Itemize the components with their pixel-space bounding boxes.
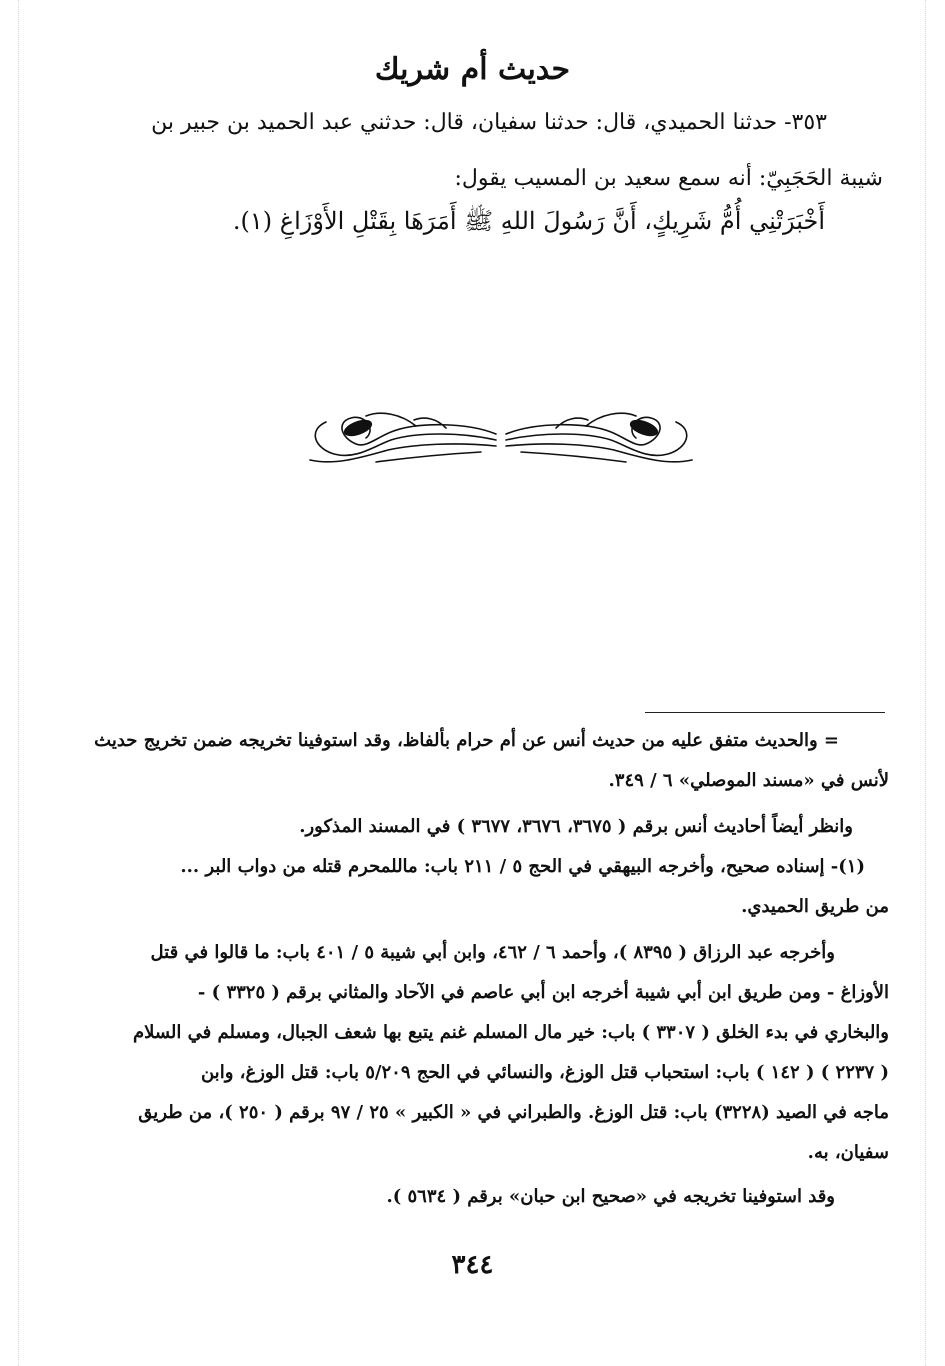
page-number: ٣٤٤ xyxy=(451,1250,494,1280)
footnote-line: من طريق الحميدي. xyxy=(741,896,889,917)
footnote-line: سفيان، به. xyxy=(807,1142,889,1163)
hadith-isnad-line-2: شيبة الحَجَبِيّ: أنه سمع سعيد بن المسيب يقول: xyxy=(454,166,883,191)
footnote-divider xyxy=(645,712,885,713)
hadith-isnad-line-1: ٣٥٣- حدثنا الحميدي، قال: حدثنا سفيان، قال: حدثني عبد الحميد بن جبير بن xyxy=(151,110,827,135)
footnote-line: وقد استوفينا تخريجه في «صحيح ابن حبان» برقم ( ٥٦٣٤ ). xyxy=(386,1186,835,1207)
footnote-line: وأخرجه عبد الرزاق ( ٨٣٩٥ )، وأحمد ٦ / ٤٦٢، وابن أبي شيبة ٥ / ٤٠١ باب: ما قالوا في قتل xyxy=(150,942,835,963)
footnote-line: = والحديث متفق عليه من حديث أنس عن أم حرام بألفاظ، وقد استوفينا تخريجه ضمن تخريج حديث xyxy=(94,730,839,751)
footnote-line: ( ٢٢٣٧ ) ( ١٤٢ ) باب: استحباب قتل الوزغ، والنسائي في الحج ٥/٢٠٩ باب: قتل الوزغ، وابن xyxy=(200,1062,889,1083)
flourish-ornament xyxy=(296,404,706,474)
footnote-line: (١)- إسناده صحيح، وأخرجه البيهقي في الحج ٥ / ٢١١ باب: ماللمحرم قتله من دواب البر ... xyxy=(180,856,865,877)
footnote-line: الأوزاغ - ومن طريق ابن أبي شيبة أخرجه ابن أبي عاصم في الآحاد والمثاني برقم ( ٣٣٢٥ ) - xyxy=(197,982,889,1003)
footnote-line: والبخاري في بدء الخلق ( ٣٣٠٧ ) باب: خير مال المسلم غنم يتبع بها شعف الجبال، ومسلم في السلام xyxy=(132,1022,889,1043)
scan-guide-line xyxy=(925,0,926,1366)
hadith-matn-line: أَخْبَرَتْنِي أُمُّ شَرِيكٍ، أَنَّ رَسُولَ اللهِ ﷺ أَمَرَهَا بِقَتْلِ الأَوْزَاغِ (١). xyxy=(232,207,825,235)
footnote-line: ماجه في الصيد (٣٢٢٨) باب: قتل الوزغ. والطبراني في « الكبير » ٢٥ / ٩٧ برقم ( ٢٥٠ )، من طريق xyxy=(138,1102,889,1123)
page-title: حديث أم شريك xyxy=(374,52,571,87)
footnote-line: لأنس في «مسند الموصلي» ٦ / ٣٤٩. xyxy=(608,770,889,791)
footnote-line: وانظر أيضاً أحاديث أنس برقم ( ٣٦٧٥، ٣٦٧٦، ٣٦٧٧ ) في المسند المذكور. xyxy=(299,816,853,837)
scan-guide-line xyxy=(18,0,19,1366)
